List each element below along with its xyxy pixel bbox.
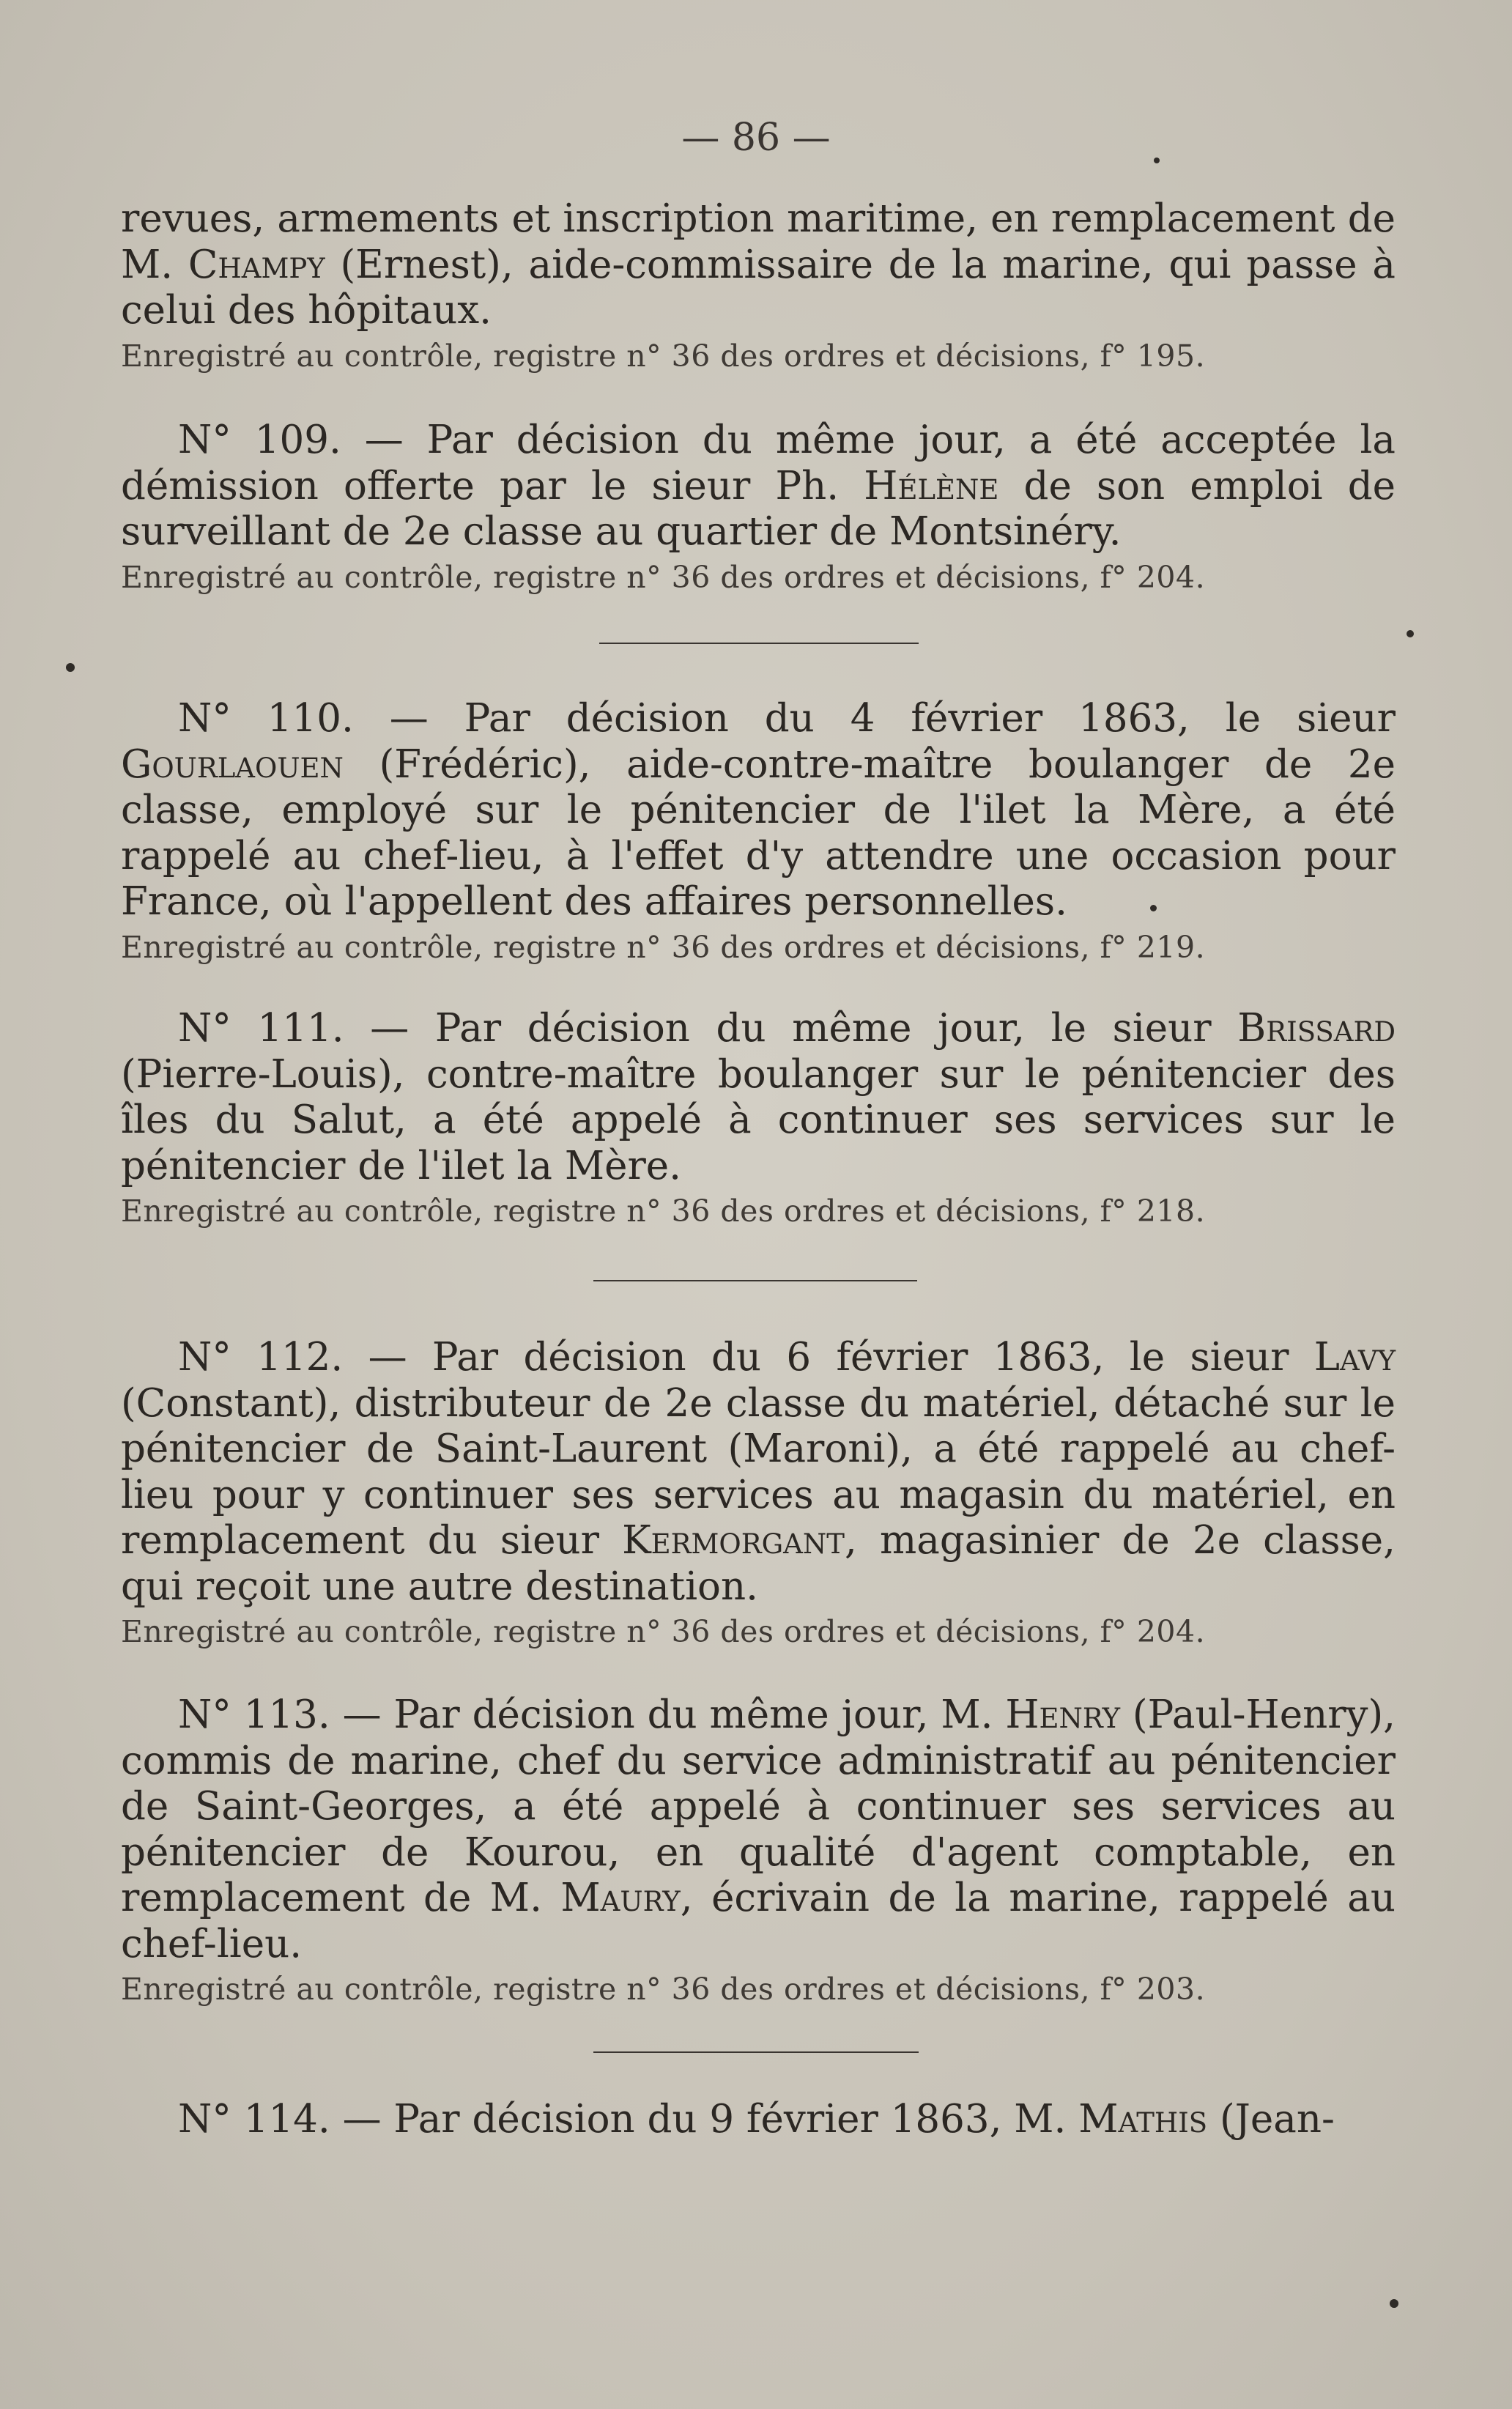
- person-name: Hélène: [864, 463, 999, 508]
- entry-number: N° 113.: [178, 1692, 330, 1737]
- continuation-entry: [121, 196, 1396, 378]
- register-note: Enregistré au contrôle, registre n° 36 des ordres et décisions, f° 219.: [121, 929, 1206, 965]
- entry-text: N° 109. — Par décision du même jour, a été acceptée la démission offerte par le sieur Ph. Hélène de son emploi de surveillant de 2e classe au quartier de Montsinéry.: [121, 418, 1396, 554]
- entry-number: N° 109.: [178, 418, 341, 462]
- paper-speck: [1390, 2299, 1398, 2308]
- register-note: Enregistré au contrôle, registre n° 36 des ordres et décisions, f° 204.: [121, 1614, 1206, 1649]
- section-divider: [599, 643, 919, 644]
- person-name: Kermorgant: [622, 1518, 845, 1563]
- person-name: Champy: [188, 242, 325, 287]
- entry-number: N° 110.: [178, 696, 354, 741]
- person-name: Gourlaouen: [121, 741, 344, 787]
- person-name: Brissard: [1237, 1006, 1396, 1051]
- register-note: Enregistré au contrôle, registre n° 36 des ordres et décisions, f° 204.: [121, 559, 1206, 595]
- decision-entry-114: [121, 2097, 1396, 2143]
- entry-text: N° 113. — Par décision du même jour, M. Henry (Paul-Henry), commis de marine, chef du service administratif au pénitencier de Saint-Georges, a été appelé à continuer ses services au pénitencier de Kourou, en qualité d'agent comptable, en remplacement de M. Maury, écrivain de la marine, rappelé au chef-lieu.: [121, 1692, 1396, 1966]
- section-divider: [593, 2051, 919, 2053]
- register-note: Enregistré au contrôle, registre n° 36 des ordres et décisions, f° 195.: [121, 338, 1206, 374]
- person-name: Maury: [560, 1876, 681, 1920]
- person-name: Henry: [1005, 1692, 1121, 1737]
- entry-number: N° 114.: [178, 2097, 330, 2142]
- paper-speck: [1150, 905, 1157, 911]
- page-number: — 86 —: [681, 116, 831, 160]
- person-name: Mathis: [1078, 2097, 1208, 2142]
- entry-text: revues, armements et inscription maritime, en remplacement de M. Champy (Ernest), aide-commissaire de la marine, qui passe à celui des hôpitaux.: [121, 196, 1396, 333]
- entry-text: N° 114. — Par décision du 9 février 1863, M. Mathis (Jean-: [178, 2097, 1335, 2142]
- paper-speck: [1407, 630, 1414, 637]
- entry-text: N° 112. — Par décision du 6 février 1863, le sieur Lavy (Constant), distributeur de 2e classe du matériel, détaché sur le pénitencier de Saint-Laurent (Maroni), a été rappelé au chef-lieu pour y continuer ses services au magasin du matériel, en remplacement du sieur Kermorgant, magasinier de 2e classe, qui reçoit une autre destination.: [121, 1335, 1396, 1609]
- entry-number: N° 112.: [178, 1335, 344, 1380]
- register-note: Enregistré au contrôle, registre n° 36 des ordres et décisions, f° 218.: [121, 1194, 1206, 1229]
- decision-entry-110: [121, 696, 1396, 969]
- register-note: Enregistré au contrôle, registre n° 36 des ordres et décisions, f° 203.: [121, 1972, 1206, 2007]
- section-divider: [593, 1280, 917, 1281]
- entry-number: N° 111.: [178, 1006, 344, 1051]
- decision-entry-113: [121, 1692, 1396, 2011]
- entry-text: N° 111. — Par décision du même jour, le sieur Brissard (Pierre-Louis), contre-maître boulanger sur le pénitencier des îles du Salut, a été appelé à continuer ses services sur le pénitencier de l'ilet la Mère.: [121, 1006, 1396, 1188]
- person-name: Lavy: [1313, 1335, 1396, 1380]
- decision-entry-112: [121, 1335, 1396, 1654]
- entry-text: N° 110. — Par décision du 4 février 1863, le sieur Gourlaouen (Frédéric), aide-contre-maître boulanger de 2e classe, employé sur le pénitencier de l'ilet la Mère, a été rappelé au chef-lieu, à l'effet d'y attendre une occasion pour France, où l'appellent des affaires personnelles.: [121, 696, 1396, 924]
- decision-entry-109: [121, 418, 1396, 599]
- paper-speck: [66, 663, 75, 672]
- paper-speck: [1154, 158, 1160, 163]
- decision-entry-111: [121, 1006, 1396, 1233]
